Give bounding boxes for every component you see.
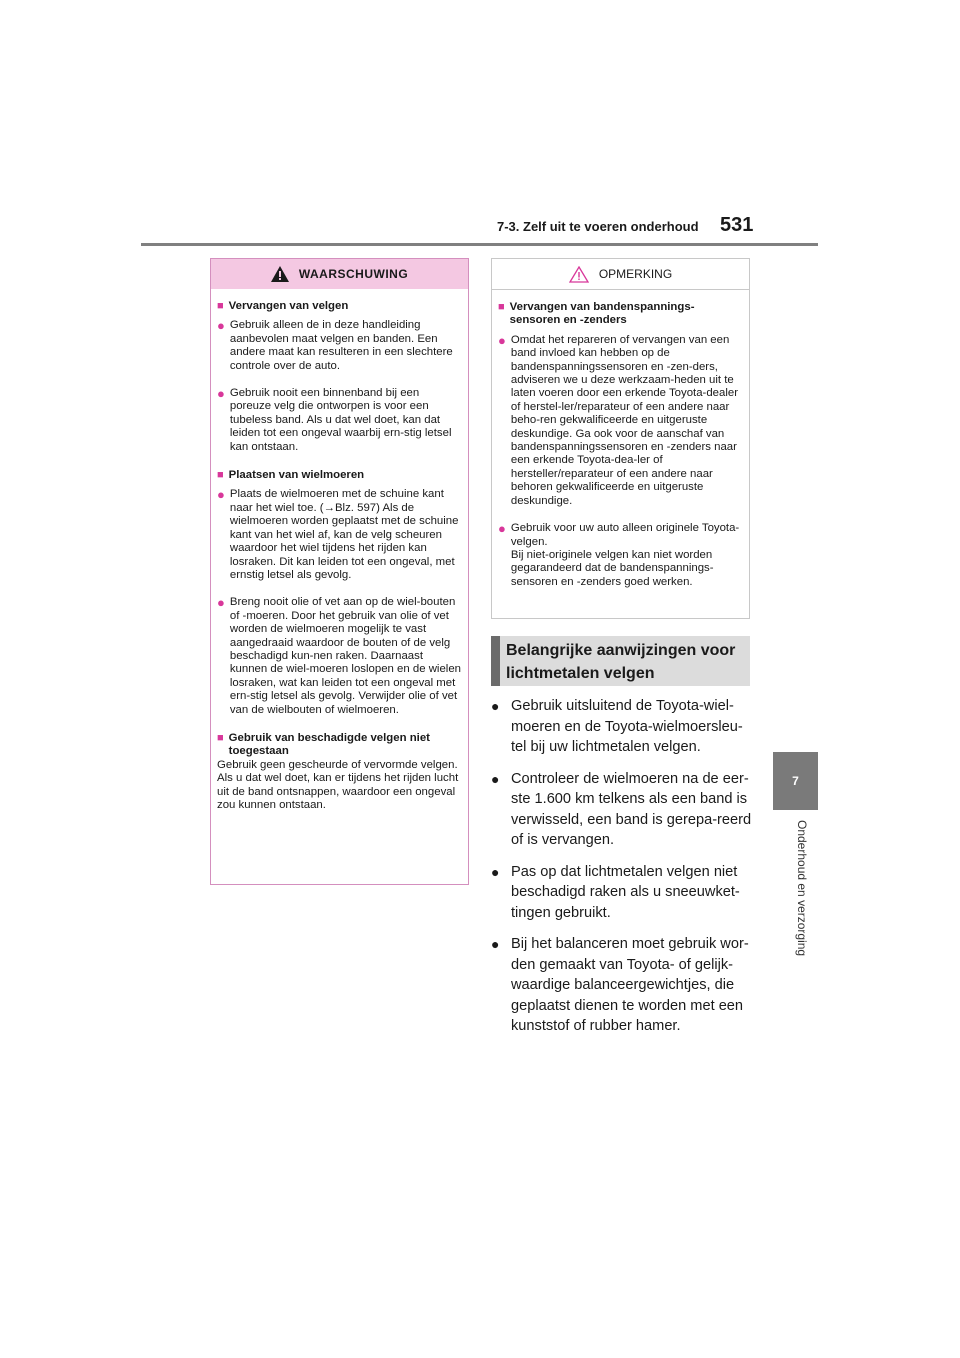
warning-heading-3: Gebruik van beschadigde velgen niet toegestaan	[228, 731, 430, 758]
note-header	[492, 259, 749, 290]
dot-bullet-icon: ●	[217, 318, 225, 334]
warning-triangle-icon	[271, 266, 289, 282]
square-bullet-icon: ■	[217, 300, 224, 312]
warning-text: Breng nooit olie of vet aan op de wiel-bouten of -moeren. Door het gebruik van olie of vet worden de wielmoeren mogelijk te vast aangedraaid waardoor de bouten of de velg beschadigd kun-nen raken. Daarnaast kunnen de wiel-moeren loslopen en de wielen losraken, wat kan leiden tot een ongeval met ern-stig letsel als gevolg. Verwijder olie of vet van de wielbouten of wielmoeren.	[229, 596, 461, 716]
caution-triangle-outline-icon	[569, 266, 589, 283]
list-item: ● Gebruik uitsluitend de Toyota-wiel-moeren en de Toyota-wielmoersleu-tel bij uw lichtmetalen velgen.	[491, 696, 753, 758]
dot-bullet-icon: ●	[217, 386, 225, 402]
note-box	[491, 258, 750, 619]
warning-text: Gebruik nooit een binnenband bij een poreuze velg die ontworpen is voor een tubeless band. Als u dat wel doet, kan dat leiden tot een ongeval waarbij ern-stig letsel kan ontstaan.	[229, 387, 452, 453]
warning-heading-2: Plaatsen van wielmoeren	[228, 469, 365, 482]
page-number: 531	[720, 214, 754, 236]
note-text: Omdat het repareren of vervangen van een band invloed kan hebben op de bandenspanningssensoren en -zen-ders, adviseren we u deze werkzaam-heden uit te laten voeren door een erkende Toyota-dealer of herstel-ler/reparateur of een andere naar beho-ren gekwalificeerde en uitgeruste deskundige. Ga ook voor de aanschaf van bandenspanningssensoren en -zenders naar een erkende Toyota-dea-ler of hersteller/reparateur of een andere naar behoren gekwalificeerde en uitgeruste deskundige.	[510, 333, 738, 507]
square-bullet-icon: ■	[217, 469, 224, 482]
bullet-dot-icon: ●	[491, 698, 500, 714]
warning-text: Gebruik alleen de in deze handleiding aanbevolen maat velgen en banden. Een andere maat kan resulteren in een slechtere controle over de auto.	[229, 319, 453, 372]
section-title: 7-3. Zelf uit te voeren onderhoud	[497, 219, 699, 234]
warning-heading-1: Vervangen van velgen	[228, 300, 349, 312]
warning-text: Plaats de wielmoeren met de schuine kant naar het wiel toe. (→Blz. 597) Als de wielmoeren worden geplaatst met de schuine kant van het wiel af, kan de velg scheuren waardoor het wiel tijdens het rijden kan losraken. Dit kan leiden tot een ongeval, met ernstig letsel als gevolg.	[229, 488, 459, 581]
header-divider	[141, 243, 818, 246]
warning-text: Als u dat wel doet, kan er tijdens het rijden lucht uit de band ontsnappen, waardoor een ongeval zou kunnen ontstaan.	[217, 772, 459, 811]
dot-bullet-icon: ●	[217, 595, 225, 611]
warning-text: Gebruik geen gescheurde of vervormde velgen.	[217, 758, 458, 771]
bullet-dot-icon: ●	[491, 936, 500, 952]
chapter-title: Onderhoud en verzorging	[795, 820, 809, 957]
list-item: ● Pas op dat lichtmetalen velgen niet beschadigd raken als u sneeuwket-tingen gebruikt.	[491, 862, 753, 924]
warning-header	[211, 259, 468, 289]
bullet-dot-icon: ●	[491, 863, 500, 880]
note-text: Bij niet-originele velgen kan niet worden gegarandeerd dat de bandenspannings-sensoren en -zenders goed werken.	[510, 548, 714, 588]
warning-title: WAARSCHUWING	[298, 267, 409, 281]
chapter-tab[interactable]: 7	[773, 752, 818, 810]
note-title: OPMERKING	[598, 267, 673, 281]
bullet-dot-icon: ●	[491, 770, 500, 787]
dot-bullet-icon: ●	[217, 487, 225, 503]
note-heading: Vervangen van bandenspannings-sensoren en -zenders	[509, 301, 695, 327]
section-heading: Belangrijke aanwijzingen voor lichtmetalen velgen	[491, 636, 750, 686]
note-text: Gebruik voor uw auto alleen originele Toyota-velgen.	[510, 522, 740, 548]
list-item: ● Controleer de wielmoeren na de eer-ste 1.600 km telkens als een band is verwisseld, een band is gerepa-reerd of is vervangen.	[491, 769, 753, 851]
square-bullet-icon: ■	[498, 301, 505, 313]
warning-box	[210, 258, 469, 885]
main-bullet-list	[491, 696, 753, 1048]
dot-bullet-icon: ●	[498, 521, 506, 537]
list-item: ● Bij het balanceren moet gebruik wor-den gemaakt van Toyota- of gelijk-waardige balanceergewichtjes, die geplaatst dienen te worden met een kunststof of rubber hamer.	[491, 934, 753, 1037]
square-bullet-icon: ■	[217, 731, 224, 744]
dot-bullet-icon: ●	[498, 332, 506, 348]
